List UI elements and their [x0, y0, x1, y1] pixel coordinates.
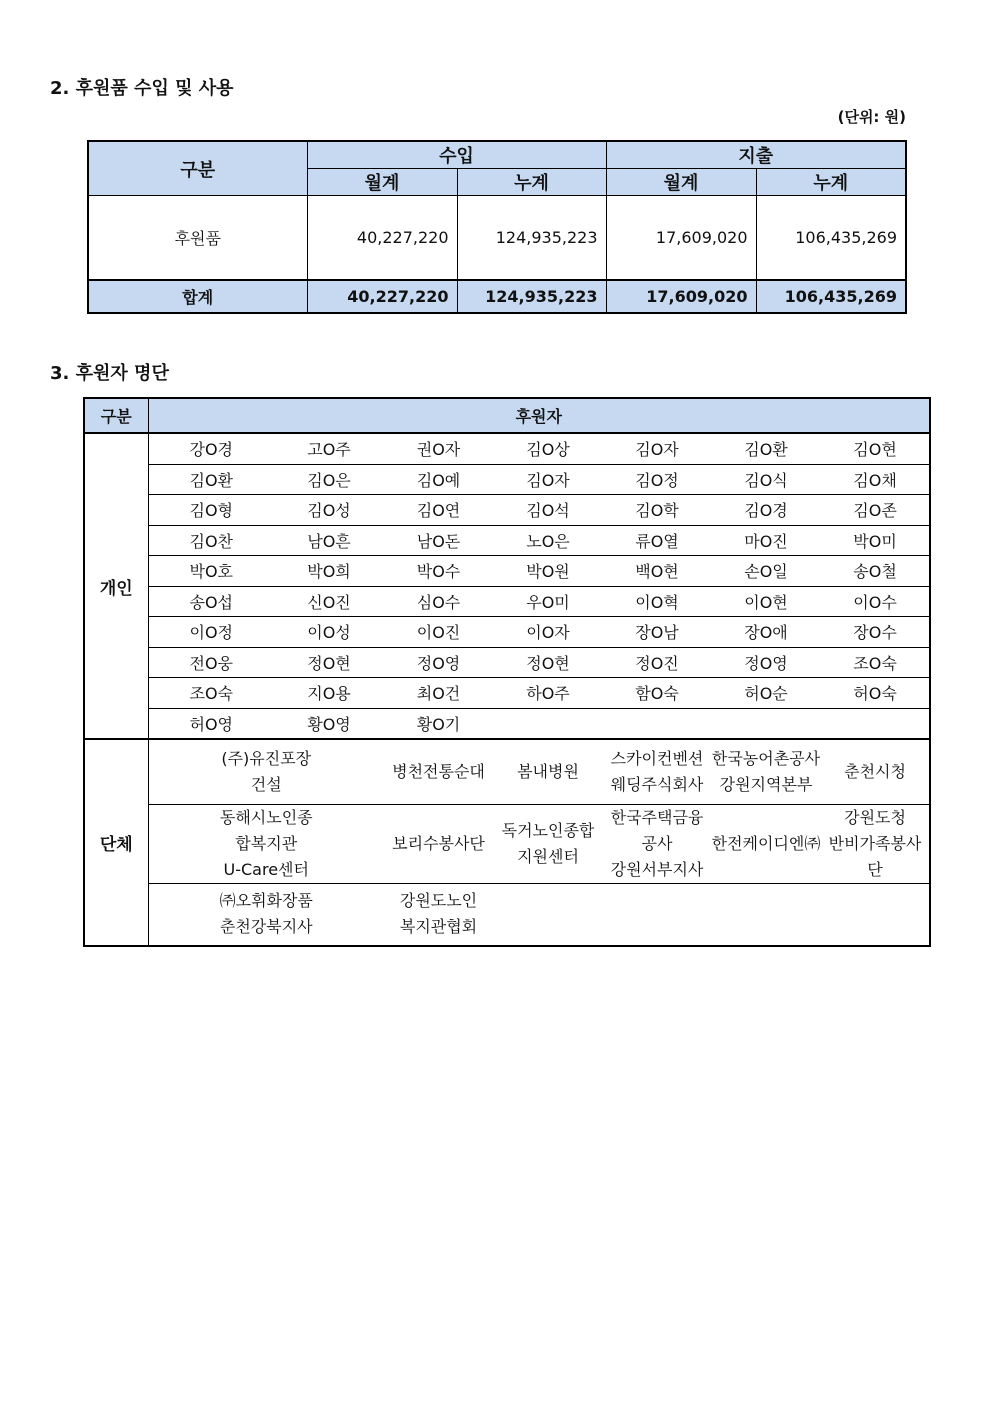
- total-label: 합계: [88, 280, 307, 313]
- donor-name: 남O흔: [274, 525, 384, 556]
- org-name: [493, 883, 603, 946]
- donor-name: 김O정: [603, 464, 711, 495]
- donor-name: 송O섭: [148, 586, 274, 617]
- donor-list-table: [83, 397, 931, 947]
- org-name: [711, 739, 821, 804]
- donor-name: 김O식: [711, 464, 821, 495]
- donor-row: [84, 647, 930, 678]
- donor-name: 김O석: [493, 495, 603, 526]
- donor-name: 김O자: [493, 464, 603, 495]
- org-name-line: 한전케이디엔㈜: [711, 833, 821, 853]
- org-name-line: U-Care센터: [223, 859, 309, 879]
- org-name-line: 웨딩주식회사: [610, 774, 704, 794]
- donor-name: 지O용: [274, 678, 384, 709]
- org-name-line: 복지관협회: [399, 917, 478, 937]
- donor-name: 최O건: [384, 678, 493, 709]
- expense-monthly-value: 17,609,020: [606, 196, 756, 280]
- org-name-line: 병천전통순대: [392, 761, 485, 781]
- donor-name: 장O수: [821, 617, 930, 648]
- org-name: [821, 804, 930, 883]
- org-name: [148, 883, 384, 946]
- donor-name: 박O미: [821, 525, 930, 556]
- donor-row: [84, 464, 930, 495]
- org-name-line: 반비가족봉사단: [828, 833, 922, 879]
- donor-name: 심O수: [384, 586, 493, 617]
- org-name: [603, 739, 711, 804]
- org-name-line: 한국주택금융: [610, 807, 704, 827]
- org-name-line: 한국농어촌공사: [711, 748, 821, 768]
- donor-name: 송O철: [821, 556, 930, 587]
- donor-name: 이O자: [493, 617, 603, 648]
- donor-name: 김O찬: [148, 525, 274, 556]
- org-name: [384, 804, 493, 883]
- donor-name: 김O자: [603, 433, 711, 464]
- org-name: [603, 883, 711, 946]
- donor-name: 황O영: [274, 708, 384, 739]
- donor-name: 신O진: [274, 586, 384, 617]
- donation-goods-table: [87, 140, 907, 314]
- row-label: 후원품: [88, 196, 307, 280]
- donor-name: 마O진: [711, 525, 821, 556]
- donor-name: 이O성: [274, 617, 384, 648]
- donor-row: [84, 525, 930, 556]
- org-name: [711, 804, 821, 883]
- donor-name: 정O현: [274, 647, 384, 678]
- donor-name: 백O현: [603, 556, 711, 587]
- donor-name: 김O상: [493, 433, 603, 464]
- donor-name: 김O은: [274, 464, 384, 495]
- total-expense-monthly: 17,609,020: [606, 280, 756, 313]
- donor-name: 정O진: [603, 647, 711, 678]
- section2-title: 2. 후원품 수입 및 사용: [50, 78, 234, 99]
- income-monthly-value: 40,227,220: [307, 196, 457, 280]
- donor-name: [821, 708, 930, 739]
- org-name-line: 독거노인종합: [501, 820, 595, 840]
- org-name-line: ㈜오휘화장품: [219, 891, 313, 911]
- donor-name: 정O현: [493, 647, 603, 678]
- donor-header-category: 구분: [84, 398, 148, 433]
- header-income: 수입: [307, 141, 606, 169]
- header-expense-cumulative: 누계: [756, 169, 906, 196]
- org-name-line: 합복지관: [235, 833, 298, 853]
- header-expense-monthly: 월계: [606, 169, 756, 196]
- section3-title: 3. 후원자 명단: [50, 363, 169, 384]
- donor-row: [84, 495, 930, 526]
- header-income-monthly: 월계: [307, 169, 457, 196]
- donor-name: 박O수: [384, 556, 493, 587]
- expense-cumulative-value: 106,435,269: [756, 196, 906, 280]
- org-name-line: 강원도청: [844, 807, 906, 827]
- org-name: [603, 804, 711, 883]
- donor-name: 허O숙: [821, 678, 930, 709]
- donor-row: [84, 433, 930, 464]
- donor-name: 강O경: [148, 433, 274, 464]
- donor-name: 박O희: [274, 556, 384, 587]
- donor-name: 정O영: [384, 647, 493, 678]
- donor-name: 조O숙: [821, 647, 930, 678]
- donor-name: 이O정: [148, 617, 274, 648]
- donor-row: [84, 708, 930, 739]
- donor-name: 전O웅: [148, 647, 274, 678]
- donor-name: 박O호: [148, 556, 274, 587]
- total-row: [88, 280, 906, 313]
- donor-name: 김O존: [821, 495, 930, 526]
- table-row: [88, 196, 906, 280]
- org-name-line: 스카이컨벤션: [610, 748, 704, 768]
- donor-name: 우O미: [493, 586, 603, 617]
- org-name-line: 건설: [250, 774, 282, 794]
- donor-name: 장O남: [603, 617, 711, 648]
- org-row: [84, 739, 930, 804]
- donor-name: 권O자: [384, 433, 493, 464]
- org-row: [84, 804, 930, 883]
- donor-name: 황O기: [384, 708, 493, 739]
- org-name-line: 강원도노인: [399, 891, 478, 911]
- donor-name: 손O일: [711, 556, 821, 587]
- org-name: [821, 883, 930, 946]
- org-name-line: (주)유진포장: [221, 748, 312, 768]
- donor-name: 이O현: [711, 586, 821, 617]
- org-row: [84, 883, 930, 946]
- donor-name: 김O형: [148, 495, 274, 526]
- org-name: [821, 739, 930, 804]
- donor-name: 남O돈: [384, 525, 493, 556]
- donor-name: 하O주: [493, 678, 603, 709]
- donor-name: 김O현: [821, 433, 930, 464]
- total-income-cumulative: 124,935,223: [457, 280, 606, 313]
- org-name: [493, 804, 603, 883]
- total-expense-cumulative: 106,435,269: [756, 280, 906, 313]
- org-name-line: 동해시노인종: [219, 807, 313, 827]
- donor-name: 이O혁: [603, 586, 711, 617]
- org-name: [711, 883, 821, 946]
- header-income-cumulative: 누계: [457, 169, 606, 196]
- donor-name: 김O환: [711, 433, 821, 464]
- donor-name: 김O예: [384, 464, 493, 495]
- org-name: [384, 883, 493, 946]
- org-name-line: 춘천시청: [844, 761, 906, 781]
- donor-name: 허O영: [148, 708, 274, 739]
- header-expense: 지출: [606, 141, 906, 169]
- org-name: [148, 804, 384, 883]
- org-name-line: 강원서부지사: [610, 859, 704, 879]
- org-name-line: 공사: [641, 833, 673, 853]
- donor-name: [493, 708, 603, 739]
- donor-name: 박O원: [493, 556, 603, 587]
- donor-name: 류O열: [603, 525, 711, 556]
- donor-name: 김O환: [148, 464, 274, 495]
- org-name-line: 봄내병원: [517, 761, 579, 781]
- org-name-line: 춘천강북지사: [219, 917, 313, 937]
- group-label: 단체: [84, 739, 148, 946]
- individual-label: 개인: [84, 433, 148, 739]
- donor-name: 고O주: [274, 433, 384, 464]
- donor-name: 김O채: [821, 464, 930, 495]
- donor-row: [84, 556, 930, 587]
- donor-name: 이O수: [821, 586, 930, 617]
- org-name: [384, 739, 493, 804]
- donor-name: [711, 708, 821, 739]
- donor-name: 김O학: [603, 495, 711, 526]
- donor-name: 조O숙: [148, 678, 274, 709]
- donor-name: [603, 708, 711, 739]
- donor-name: 함O숙: [603, 678, 711, 709]
- donor-name: 정O영: [711, 647, 821, 678]
- donor-name: 이O진: [384, 617, 493, 648]
- donor-name: 노O은: [493, 525, 603, 556]
- donor-row: [84, 678, 930, 709]
- org-name-line: 보리수봉사단: [392, 833, 485, 853]
- donor-header-donors: 후원자: [148, 398, 930, 433]
- donor-row: [84, 617, 930, 648]
- org-name: [493, 739, 603, 804]
- org-name: [148, 739, 384, 804]
- donor-name: 허O순: [711, 678, 821, 709]
- header-category: 구분: [88, 141, 307, 196]
- donor-name: 김O경: [711, 495, 821, 526]
- donor-name: 장O애: [711, 617, 821, 648]
- income-cumulative-value: 124,935,223: [457, 196, 606, 280]
- unit-label: (단위: 원): [837, 108, 906, 126]
- donor-name: 김O성: [274, 495, 384, 526]
- donor-row: [84, 586, 930, 617]
- org-name-line: 지원센터: [517, 846, 579, 866]
- total-income-monthly: 40,227,220: [307, 280, 457, 313]
- org-name-line: 강원지역본부: [719, 774, 813, 794]
- donor-name: 김O연: [384, 495, 493, 526]
